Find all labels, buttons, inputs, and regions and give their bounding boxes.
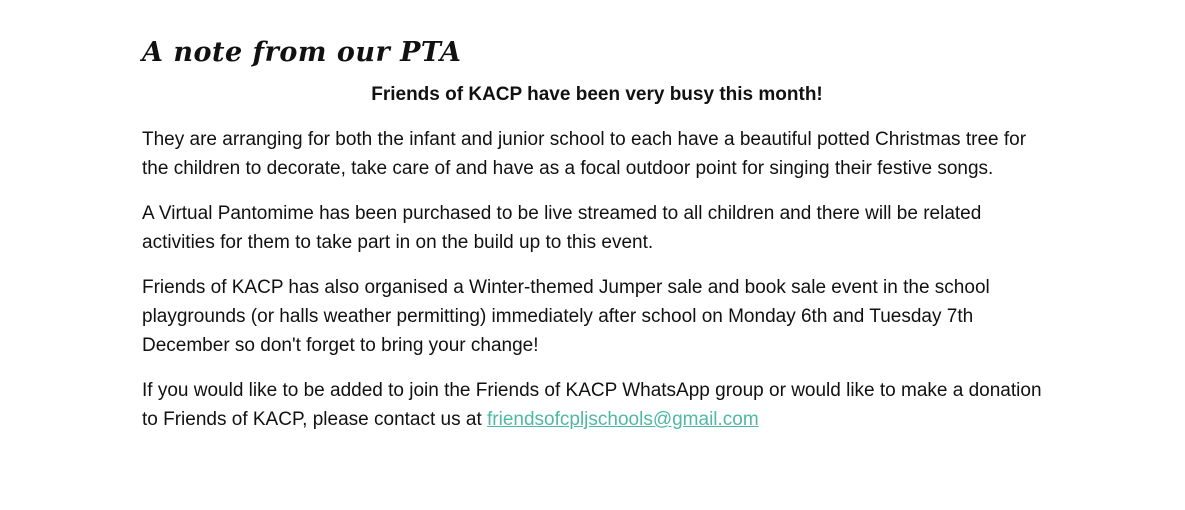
paragraph-jumper-sale: Friends of KACP has also organised a Winter-themed Jumper sale and book sale event in the school playgrounds (or halls weather permitting) immediately after school on Monday 6th and Tuesday 7th December so don't forget to bring your change! — [142, 277, 990, 356]
subheading: Friends of KACP have been very busy this month! — [371, 84, 823, 105]
pta-note — [142, 30, 1052, 434]
page-title: A note from our PTA — [142, 37, 462, 68]
paragraph-contact — [142, 376, 1052, 434]
paragraph-christmas-tree: They are arranging for both the infant and junior school to each have a beautiful potted Christmas tree for the children to decorate, take care of and have as a focal outdoor point for singing their festive songs. — [142, 129, 1027, 179]
contact-text: If you would like to be added to join the Friends of KACP WhatsApp group or would like to make a donation to Friends of KACP, please contact us at — [142, 380, 1042, 430]
email-link[interactable]: friendsofcpljschools@gmail.com — [487, 409, 759, 430]
paragraph-virtual-pantomime: A Virtual Pantomime has been purchased to be live streamed to all children and there will be related activities for them to take part in on the build up to this event. — [142, 203, 982, 253]
